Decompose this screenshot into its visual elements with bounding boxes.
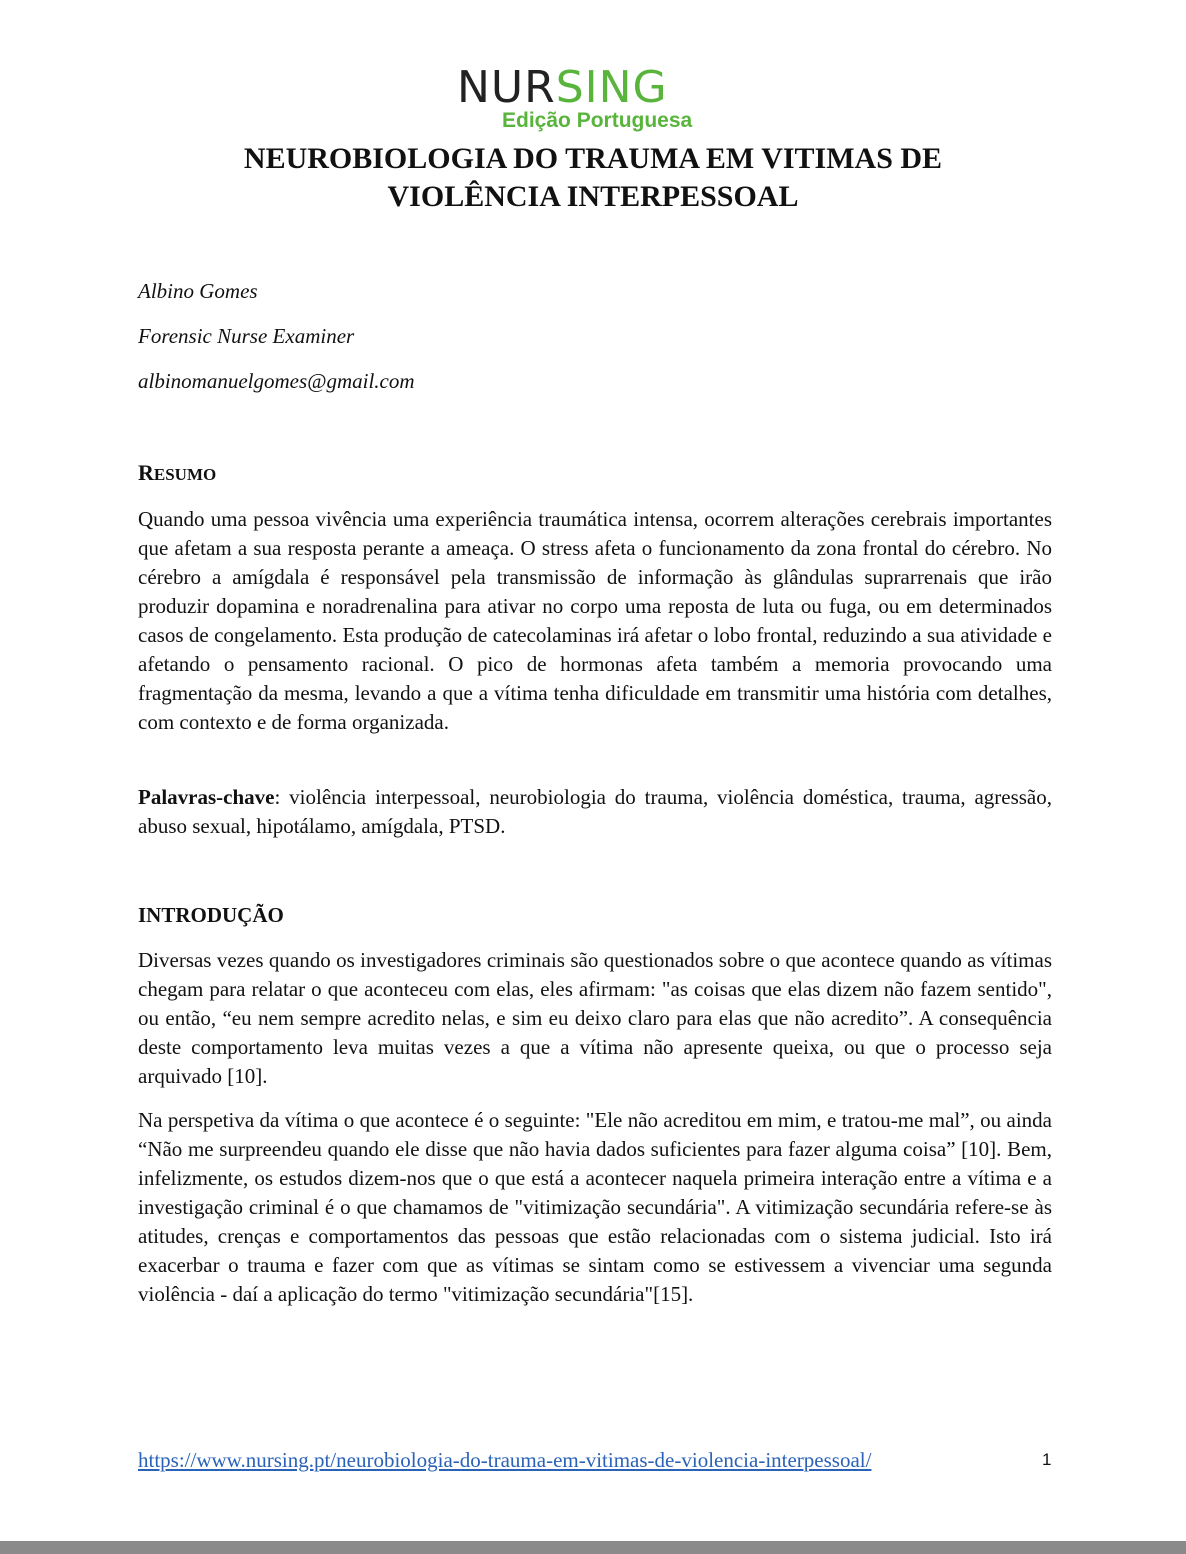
author-email: albinomanuelgomes@gmail.com bbox=[138, 369, 415, 393]
keywords-label: Palavras-chave bbox=[138, 785, 275, 809]
resumo-heading-rest: ESUMO bbox=[153, 465, 217, 484]
title-line-2: VIOLÊNCIA INTERPESSOAL bbox=[387, 180, 799, 213]
page-number: 1 bbox=[1042, 1450, 1052, 1469]
keywords-text: : violência interpessoal, neurobiologia do trauma, violência doméstica, trauma, agressão, abuso sexual, hipotálamo, amígdala, PTSD. bbox=[138, 785, 1052, 838]
introducao-paragraph-2: Na perspetiva da vítima o que acontece é o seguinte: "Ele não acreditou em mim, e tratou-me mal”, ou ainda “Não me surpreendeu quando ele disse que não havia dados suficientes para fazer alguma coisa” [10]. Bem, infelizmente, os estudos dizem-nos que o que está a acontecer naquela primeira interação entre a vítima e a investigação criminal é o que chamamos de "vitimização secundária". A vitimização secundária refere-se às atitudes, crenças e comportamentos das pessoas que estão relacionadas com o sistema judicial. Isto irá exacerbar o trauma e fazer com que as vítimas se sintam como se estivessem a vivenciar uma segunda violência - daí a aplicação do termo "vitimização secundária"[15]. bbox=[138, 1108, 1052, 1306]
introducao-paragraph-1: Diversas vezes quando os investigadores criminais são questionados sobre o que acontece quando as vítimas chegam para relatar o que aconteceu com elas, eles afirmam: "as coisas que elas dizem não fazem sentido", ou então, “eu nem sempre acredito nelas, e sim eu deixo claro para elas que não acredito”. A consequência deste comportamento leva muitas vezes a que a vítima não apresente queixa, ou que o processo seja arquivado [10]. bbox=[138, 948, 1052, 1088]
resumo-heading-initial: R bbox=[138, 460, 154, 485]
logo-word-green: SING bbox=[555, 62, 668, 113]
article-title bbox=[100, 140, 1086, 216]
keywords-paragraph bbox=[138, 783, 1052, 841]
resumo-heading bbox=[138, 461, 216, 487]
resumo-paragraph: Quando uma pessoa vivência uma experiência traumática intensa, ocorrem alterações cerebrais importantes que afetam a sua resposta perante a ameaça. O stress afeta o funcionamento da zona frontal do cérebro. No cérebro a amígdala é responsável pela transmissão de informação às glândulas suprarrenais que irão produzir dopamina e noradrenalina para ativar no corpo uma reposta de luta ou fuga, ou em determinados casos de congelamento. Esta produção de catecolaminas irá afetar o lobo frontal, reduzindo a sua atividade e afetando o pensamento racional. O pico de hormonas afeta também a memoria provocando uma fragmentação da mesma, levando a que a vítima tenha dificuldade em transmitir uma história com detalhes, com contexto e de forma organizada. bbox=[138, 507, 1052, 734]
introducao-heading: INTRODUÇÃO bbox=[138, 903, 284, 927]
logo-wordmark bbox=[457, 64, 668, 112]
viewer-bottom-bar bbox=[0, 1541, 1186, 1554]
author-name: Albino Gomes bbox=[138, 279, 258, 303]
footer-url-link[interactable]: https://www.nursing.pt/neurobiologia-do-trauma-em-vitimas-de-violencia-interpessoal/ bbox=[138, 1448, 872, 1472]
author-role: Forensic Nurse Examiner bbox=[138, 324, 355, 348]
logo-subtitle: Edição Portuguesa bbox=[502, 109, 693, 132]
logo-word-dark: NUR bbox=[457, 62, 556, 113]
nursing-logo bbox=[450, 58, 750, 136]
title-line-1: NEUROBIOLOGIA DO TRAUMA EM VITIMAS DE bbox=[243, 142, 943, 175]
